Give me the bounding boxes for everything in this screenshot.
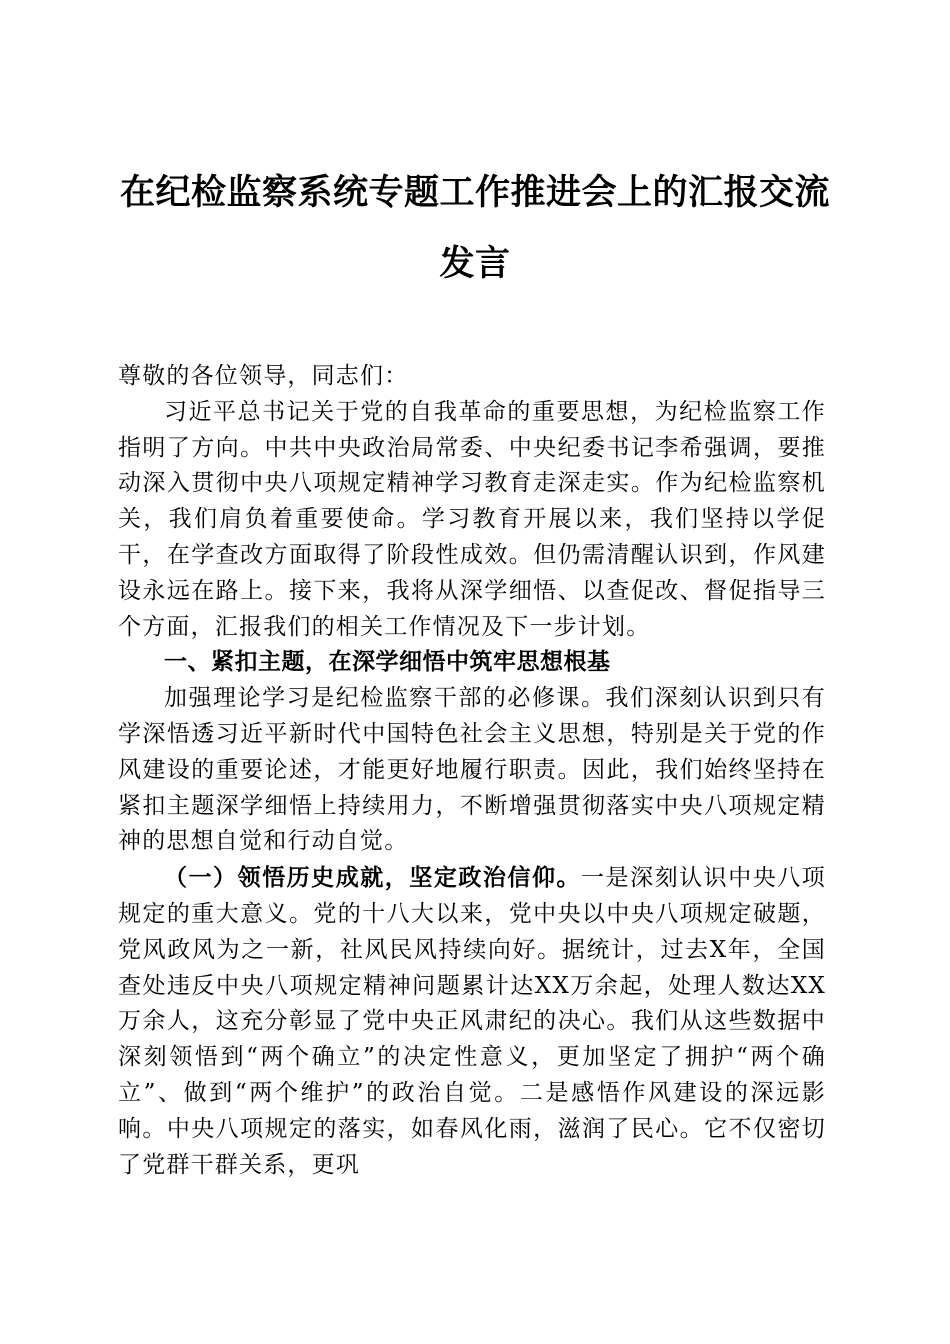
section-1-paragraph: 加强理论学习是纪检监察干部的必修课。我们深刻认识到只有学深悟透习近平新时代中国特色社会主义思想，特别是关于党的作风建设的重要论述，才能更好地履行职责。因此，我们始终坚持在紧扣主题深学细悟上持续用力，不断增强贯彻落实中央八项规定精神的思想自觉和行动自觉。 bbox=[118, 685, 826, 855]
subsection-1-text: 一是深刻认识中央八项规定的重大意义。党的十八大以来，党中央以中央八项规定破题，党风政风为之一新，社风民风持续向好。据统计，过去X年，全国查处违反中央八项规定精神问题累计达XX万余起，处理人数达XX万余人，这充分彰显了党中央正风肃纪的决心。我们从这些数据中深刻领悟到“两个确立”的决定性意义，更加坚定了拥护“两个确立”、做到“两个维护”的政治自觉。二是感悟作风建设的深远影响。中央八项规定的落实，如春风化雨，滋润了民心。它不仅密切了党群干群关系，更巩 bbox=[118, 865, 827, 1178]
section-1-heading: 一、紧扣主题，在深学细悟中筑牢思想根基 bbox=[164, 649, 611, 676]
document-body bbox=[118, 359, 826, 1183]
document-title-line-2: 发言 bbox=[439, 243, 511, 284]
document-title-line-1: 在纪检监察系统专题工作推进会上的汇报交流 bbox=[119, 172, 830, 213]
subsection-1-heading: （一）领悟历史成就，坚定政治信仰。 bbox=[164, 864, 582, 892]
intro-paragraph: 习近平总书记关于党的自我革命的重要思想，为纪检监察工作指明了方向。中共中央政治局常委、中央纪委书记李希强调，要推动深入贯彻中央八项规定精神学习教育走深走实。作为纪检监察机关，我们肩负着重要使命。学习教育开展以来，我们坚持以学促干，在学查改方面取得了阶段性成效。但仍需清醒认识到，作风建设永远在路上。接下来，我将从深学细悟、以查促改、督促指导三个方面，汇报我们的相关工作情况及下一步计划。 bbox=[118, 398, 826, 640]
subsection-1-paragraph bbox=[118, 860, 826, 1183]
salutation: 尊敬的各位领导，同志们： bbox=[118, 363, 409, 389]
